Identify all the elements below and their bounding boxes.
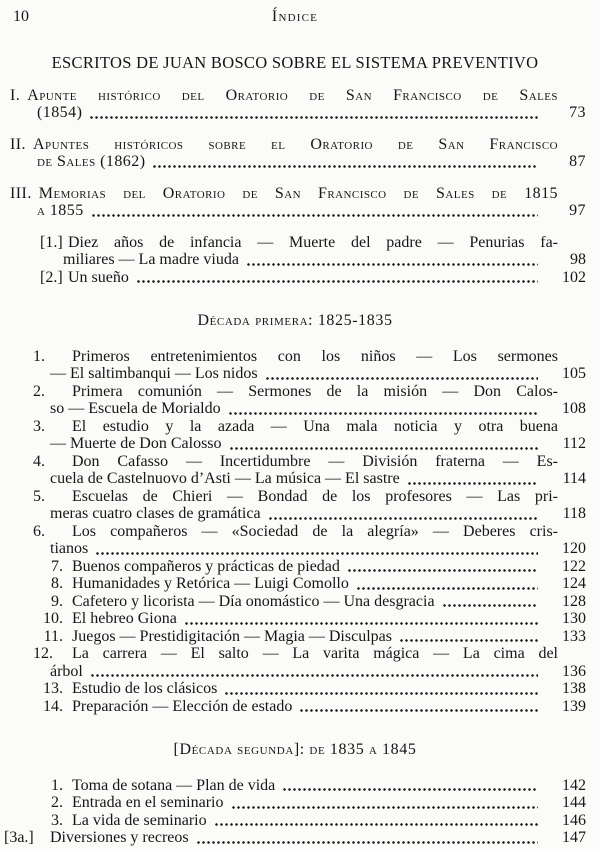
entry-text: Diversiones y recreos [50, 829, 189, 846]
toc-entry [4, 812, 586, 830]
entry-page-number: 139 [562, 697, 586, 715]
entry-text: La vida de seminario [72, 811, 207, 829]
entry-number: 2. [33, 382, 45, 400]
toc-line [4, 680, 586, 698]
toc-line [4, 453, 586, 471]
entry-text: Escuelas de Chieri — Bondad de los profesores — Las pri- [72, 487, 558, 505]
entry-text: miliares — La madre viuda [63, 251, 239, 268]
entry-text: Memorias del Oratorio de San Francisco de Sales de 1815 [38, 184, 558, 202]
section-heading: Década primera: 1825-1835 [197, 312, 393, 329]
toc-line [4, 87, 586, 105]
toc-entry [4, 269, 586, 287]
toc-entry [4, 829, 586, 847]
dot-leader [265, 377, 538, 380]
dot-leader [231, 806, 539, 809]
entry-page-number: 112 [562, 435, 586, 452]
dot-leader [229, 447, 538, 450]
toc-line [4, 540, 586, 558]
entry-number: 1. [51, 776, 63, 794]
page-header [4, 8, 586, 28]
page-number: 10 [13, 8, 29, 25]
entry-text: tianos [50, 540, 89, 557]
toc-entry [4, 610, 586, 628]
section-heading: [Década segunda]: de 1835 a 1845 [173, 741, 417, 758]
dot-leader [407, 482, 538, 485]
entry-page-number: 124 [562, 575, 586, 592]
toc-entry [4, 136, 586, 171]
entry-text: Preparación — Elección de estado [72, 697, 293, 715]
entry-number: 3. [33, 417, 45, 435]
entry-number: 2. [51, 794, 63, 811]
entry-text: Los compañeros — «Sociedad de la alegría» — Deberes cris- [72, 522, 558, 540]
toc-entry [4, 593, 586, 611]
entry-page-number: 138 [562, 680, 586, 697]
entry-number: 6. [33, 522, 45, 540]
entry-text: Cafetero y licorista — Día onomástico — Una desgracia [72, 592, 435, 610]
entry-text: (1854) [37, 104, 83, 121]
entry-page-number: 128 [562, 592, 586, 610]
entry-number: 3. [51, 811, 63, 829]
dot-leader [95, 552, 538, 555]
toc-line [4, 663, 586, 681]
entry-text: Humanidades y Retórica — Luigi Comollo [72, 575, 349, 592]
entry-page-number: 87 [569, 153, 586, 170]
toc-entry [4, 488, 586, 523]
toc-line [4, 104, 586, 122]
entry-page-number: 108 [562, 400, 586, 417]
toc-line [4, 251, 586, 269]
entry-page-number: 136 [562, 662, 586, 680]
dot-leader [228, 412, 538, 415]
dot-leader [347, 569, 538, 572]
entry-page-number: 118 [562, 505, 586, 522]
entry-text: Apunte histórico del Oratorio de San Francisco de Sales [27, 86, 558, 104]
toc-entry [4, 575, 586, 593]
toc-list [4, 87, 586, 847]
entry-text: a 1855 [37, 202, 84, 219]
toc-line [4, 698, 586, 716]
entry-text: Estudio de los clásicos [72, 680, 218, 697]
toc-entry [4, 698, 586, 716]
toc-entry [4, 185, 586, 220]
dot-leader [282, 788, 538, 791]
toc-entry [4, 453, 586, 488]
entry-page-number: 146 [562, 811, 586, 829]
entry-number: 8. [51, 575, 63, 592]
toc-line [4, 383, 586, 401]
toc-entry [4, 87, 586, 122]
entry-text: Entrada en el seminario [72, 794, 224, 811]
toc-entry [4, 628, 586, 646]
toc-line [4, 400, 586, 418]
entry-text: árbol [50, 662, 83, 680]
entry-number: [2.] [40, 268, 63, 286]
entry-number: 1. [33, 347, 45, 365]
dot-leader [91, 214, 538, 217]
toc-line [4, 435, 586, 453]
entry-page-number: 73 [569, 104, 586, 121]
entry-page-number: 105 [562, 365, 586, 382]
dot-leader [299, 709, 538, 712]
toc-line [4, 829, 586, 847]
toc-entry [4, 418, 586, 453]
entry-page-number: 142 [562, 776, 586, 794]
entry-page-number: 102 [562, 268, 586, 286]
toc-line [4, 812, 586, 830]
toc-line [4, 505, 586, 523]
entry-text: so — Escuela de Morialdo [50, 400, 221, 417]
entry-number: [3a.] [4, 829, 34, 846]
entry-page-number: 130 [562, 610, 586, 627]
entry-page-number: 114 [562, 470, 586, 487]
toc-line [4, 418, 586, 436]
entry-number: 13. [43, 680, 63, 697]
toc-line [4, 558, 586, 576]
toc-line [4, 488, 586, 506]
dot-leader [89, 116, 538, 119]
toc-line [4, 628, 586, 646]
entry-page-number: 144 [562, 794, 586, 811]
entry-text: Juegos — Prestidigitación — Magia — Disculpas [72, 627, 392, 645]
entry-text: Un sueño [68, 268, 129, 286]
toc-entry [4, 234, 586, 269]
entry-number: 4. [33, 452, 45, 470]
dot-leader [356, 587, 538, 590]
entry-text: La carrera — El salto — La varita mágica — La cima del [72, 645, 558, 662]
entry-number: 7. [51, 557, 63, 575]
toc-line [4, 136, 586, 154]
toc-line [4, 348, 586, 366]
entry-number: 9. [51, 592, 63, 610]
entry-text: Toma de sotana — Plan de vida [72, 776, 276, 794]
toc-line [4, 777, 586, 795]
dot-leader [268, 517, 538, 520]
toc-entry [4, 523, 586, 558]
dot-leader [184, 622, 538, 625]
dot-leader [196, 841, 538, 844]
dot-leader [152, 165, 538, 168]
entry-text: — El saltimbanqui — Los nidos [50, 365, 258, 382]
entry-text: El hebreo Giona [72, 610, 177, 627]
entry-text: meras cuatro clases de gramática [50, 505, 261, 522]
toc-line [4, 794, 586, 812]
entry-page-number: 122 [562, 557, 586, 575]
dot-leader [224, 692, 538, 695]
entry-number: 12. [33, 645, 53, 662]
entry-page-number: 147 [562, 829, 586, 846]
entry-text: — Muerte de Don Calosso [50, 435, 222, 452]
dot-leader [442, 604, 538, 607]
toc-line [4, 202, 586, 220]
toc-line [4, 645, 586, 663]
toc-line [4, 575, 586, 593]
toc-entry [4, 645, 586, 680]
entry-number: 5. [33, 487, 45, 505]
entry-page-number: 120 [562, 540, 586, 557]
toc-line [4, 610, 586, 628]
entry-page-number: 97 [569, 202, 586, 219]
entry-number: 11. [43, 627, 63, 645]
toc-line [4, 523, 586, 541]
toc-line [4, 470, 586, 488]
toc-line [4, 185, 586, 203]
entry-number: 10. [43, 610, 63, 627]
entry-text: Diez años de infancia — Muerte del padre — Penurias fa- [68, 233, 558, 251]
dot-leader [214, 823, 538, 826]
entry-number: [1.] [40, 233, 63, 251]
toc-entry [4, 348, 586, 383]
toc-entry [4, 794, 586, 812]
toc-entry [4, 777, 586, 795]
toc-entry [4, 680, 586, 698]
toc-entry [4, 558, 586, 576]
entry-number: III. [10, 184, 32, 202]
running-head: Índice [271, 8, 319, 25]
entry-number: II. [10, 135, 27, 153]
dot-leader [90, 674, 538, 677]
toc-line [4, 234, 586, 252]
toc-line [4, 153, 586, 171]
entry-text: Primera comunión — Sermones de la misión — Don Calos- [72, 382, 558, 400]
entry-text: Buenos compañeros y prácticas de piedad [72, 557, 340, 575]
toc-line [4, 269, 586, 287]
entry-text: Primeros entretenimientos con los niños — Los sermones [72, 347, 558, 365]
dot-leader [136, 280, 538, 283]
entry-text: Apuntes históricos sobre el Oratorio de San Francisco [33, 135, 558, 153]
entry-text: El estudio y la azada — Una mala noticia y otra buena [72, 417, 558, 435]
book-section-title: ESCRITOS DE JUAN BOSCO SOBRE EL SISTEMA PREVENTIVO [51, 53, 539, 72]
entry-text: Don Cafasso — Incertidumbre — División fraterna — Es- [72, 452, 558, 470]
toc-line [4, 365, 586, 383]
entry-number: 14. [43, 697, 63, 715]
entry-number: I. [10, 86, 21, 104]
toc-line [4, 593, 586, 611]
entry-text: cuela de Castelnuovo d’Asti — La música — El sastre [50, 470, 400, 487]
toc-entry [4, 383, 586, 418]
entry-text: de Sales (1862) [37, 153, 146, 170]
entry-page-number: 98 [570, 251, 586, 268]
entry-page-number: 133 [562, 627, 586, 645]
dot-leader [399, 639, 538, 642]
dot-leader [246, 263, 538, 266]
